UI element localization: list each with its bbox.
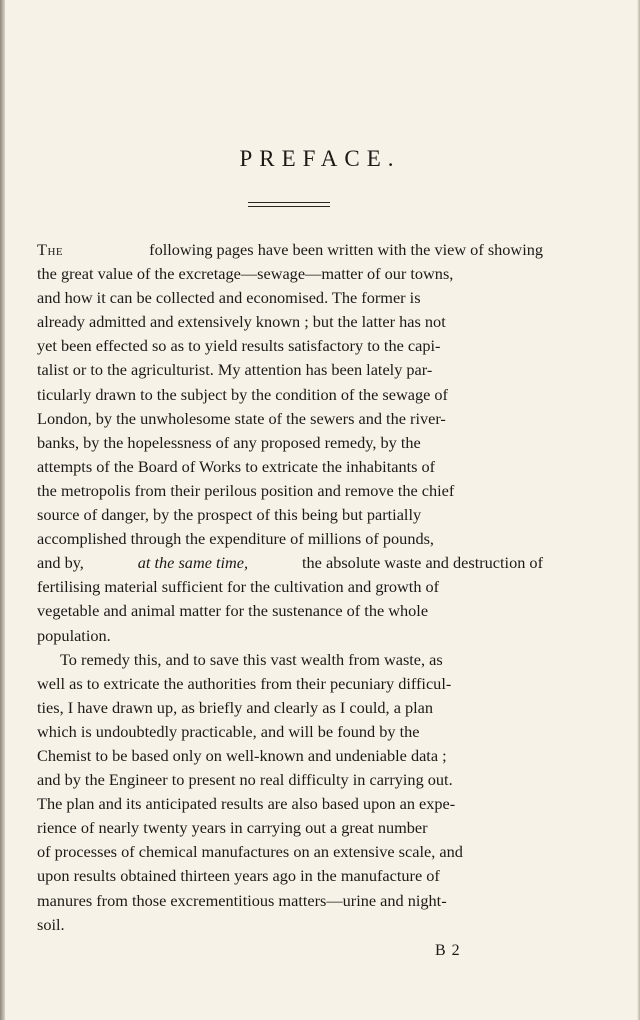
text-line bbox=[37, 551, 543, 575]
line-21-text: which is undoubtedly practicable, and will be found by the bbox=[37, 721, 420, 741]
text-line bbox=[37, 913, 543, 937]
text-line bbox=[37, 720, 543, 744]
text-line bbox=[37, 792, 543, 816]
title-rule-top bbox=[248, 202, 330, 203]
lead-word: The bbox=[37, 240, 64, 259]
text-line bbox=[37, 431, 543, 455]
line-23-text: and by the Engineer to present no real difficulty in carrying out. bbox=[37, 770, 453, 790]
text-line bbox=[37, 840, 543, 864]
line-24-text: The plan and its anticipated results are also based upon an expe- bbox=[37, 794, 456, 814]
line-3-text: and how it can be collected and economised. The former is bbox=[37, 288, 421, 308]
text-line bbox=[37, 527, 543, 551]
line-1-text: following pages have been written with the view of showing bbox=[149, 240, 543, 259]
line-4-text: already admitted and extensively known ; but the latter has not bbox=[37, 312, 446, 332]
line-11-text: the metropolis from their perilous position and remove the chief bbox=[37, 480, 455, 500]
text-line bbox=[37, 744, 543, 768]
text-line bbox=[37, 599, 543, 623]
text-line bbox=[37, 334, 543, 358]
line-14a-text: and by, bbox=[37, 553, 84, 573]
title-rule-bottom bbox=[248, 206, 330, 207]
line-7-text: ticularly drawn to the subject by the condition of the sewage of bbox=[37, 384, 448, 404]
text-line bbox=[37, 238, 543, 262]
text-line bbox=[37, 624, 543, 648]
text-line bbox=[37, 479, 543, 503]
text-line bbox=[37, 768, 543, 792]
line-22-text: Chemist to be based only on well-known and undeniable data ; bbox=[37, 745, 447, 765]
text-line bbox=[37, 262, 543, 286]
text-line bbox=[37, 889, 543, 913]
text-line bbox=[37, 696, 543, 720]
text-line bbox=[37, 672, 543, 696]
line-5-text: yet been effected so as to yield results satisfactory to the capi- bbox=[37, 336, 441, 356]
signature-mark: B 2 bbox=[435, 942, 461, 959]
text-line bbox=[37, 503, 543, 527]
line-17-text: population. bbox=[37, 625, 111, 645]
line-13-text: accomplished through the expenditure of millions of pounds, bbox=[37, 529, 435, 549]
line-10-text: attempts of the Board of Works to extricate the inhabitants of bbox=[37, 456, 436, 476]
line-2-text: the great value of the excretage—sewage—matter of our towns, bbox=[37, 264, 454, 284]
text-line bbox=[37, 383, 543, 407]
text-line bbox=[37, 310, 543, 334]
page-title: PREFACE. bbox=[239, 146, 401, 171]
line-25-text: rience of nearly twenty years in carrying out a great number bbox=[37, 818, 428, 838]
text-line bbox=[37, 864, 543, 888]
preface-body bbox=[37, 238, 543, 937]
line-14b-text: the absolute waste and destruction of bbox=[302, 553, 543, 573]
text-line bbox=[37, 455, 543, 479]
line-16-text: vegetable and animal matter for the sustenance of the whole bbox=[37, 601, 429, 621]
line-28-text: manures from those excrementitious matters—urine and night- bbox=[37, 890, 447, 910]
text-line bbox=[37, 358, 543, 382]
text-line bbox=[37, 816, 543, 840]
text-line bbox=[37, 575, 543, 599]
text-line bbox=[37, 648, 543, 672]
line-12-text: source of danger, by the prospect of this being but partially bbox=[37, 505, 422, 525]
line-9-text: banks, by the hopelessness of any proposed remedy, by the bbox=[37, 432, 421, 452]
line-8-text: London, by the unwholesome state of the sewers and the river- bbox=[37, 408, 446, 428]
line-26-text: of processes of chemical manufactures on an extensive scale, and bbox=[37, 842, 463, 862]
text-line bbox=[37, 407, 543, 431]
line-29-text: soil. bbox=[37, 914, 65, 934]
line-27-text: upon results obtained thirteen years ago in the manufacture of bbox=[37, 866, 440, 886]
text-line bbox=[37, 286, 543, 310]
line-18-text: To remedy this, and to save this vast wealth from waste, as bbox=[60, 649, 443, 669]
line-14-italic: at the same time, bbox=[137, 553, 249, 573]
line-19-text: well as to extricate the authorities from their pecuniary difficul- bbox=[37, 673, 452, 693]
line-6-text: talist or to the agriculturist. My attention has been lately par- bbox=[37, 360, 433, 380]
line-15-text: fertilising material sufficient for the cultivation and growth of bbox=[37, 577, 440, 597]
line-20-text: ties, I have drawn up, as briefly and clearly as I could, a plan bbox=[37, 697, 434, 717]
